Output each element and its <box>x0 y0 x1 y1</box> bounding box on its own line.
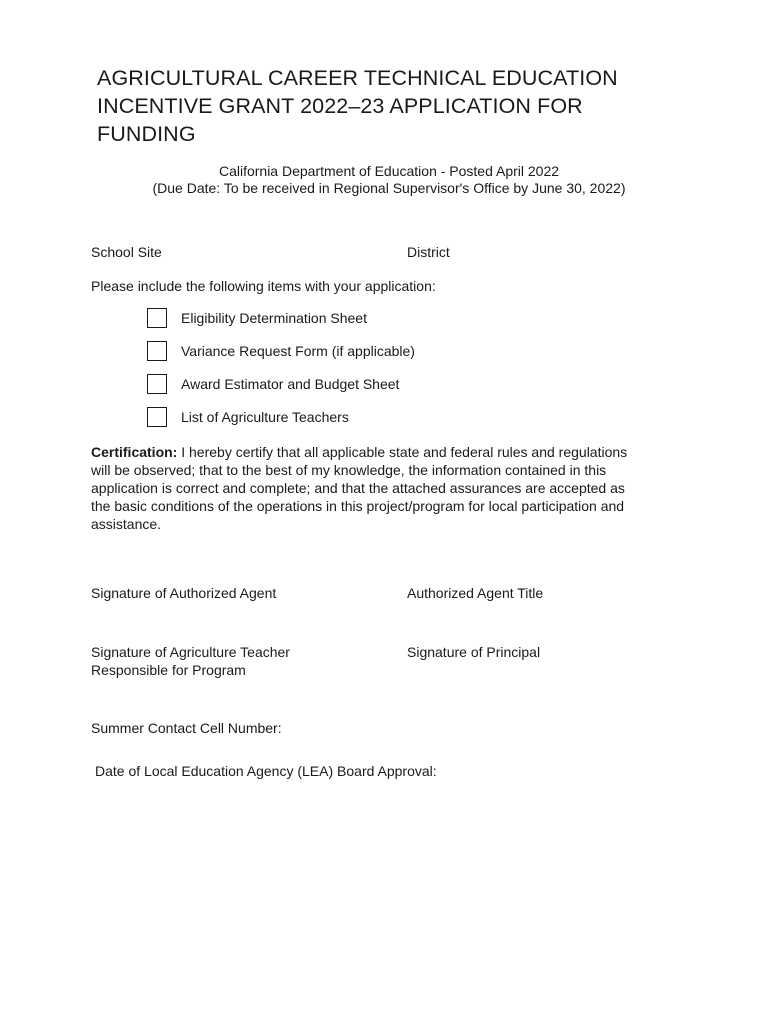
ag-teacher-signature-label-line-2: Responsible for Program <box>91 662 246 678</box>
award-estimator-checkbox[interactable] <box>147 374 167 394</box>
certification-text-line-2: will be observed; that to the best of my knowledge, the information contained in this <box>91 462 607 478</box>
title-line-3: FUNDING <box>97 122 196 146</box>
authorized-agent-title-field[interactable]: Authorized Agent Title <box>407 585 544 601</box>
ag-teacher-signature-label-line-1: Signature of Agriculture Teacher <box>91 644 290 660</box>
page-title <box>97 64 697 148</box>
summer-contact-cell-field[interactable]: Summer Contact Cell Number: <box>91 720 282 736</box>
certification-text-line-3: application is correct and complete; and that the attached assurances are accepted as <box>91 480 625 496</box>
items-intro-text: Please include the following items with your application: <box>91 278 436 294</box>
checklist-item-label: Eligibility Determination Sheet <box>181 310 367 326</box>
certification-heading: Certification: <box>91 444 178 460</box>
certification-text-line-5: assistance. <box>91 516 162 532</box>
eligibility-checkbox[interactable] <box>147 308 167 328</box>
certification-text-line-1: I hereby certify that all applicable state and federal rules and regulations <box>177 444 628 460</box>
checklist-item-label: Variance Request Form (if applicable) <box>181 343 415 359</box>
checklist-item-label: Award Estimator and Budget Sheet <box>181 376 400 392</box>
authorized-agent-signature-field[interactable]: Signature of Authorized Agent <box>91 585 277 601</box>
school-site-field-label[interactable]: School Site <box>91 244 162 260</box>
variance-checkbox[interactable] <box>147 341 167 361</box>
certification-text-line-4: the basic conditions of the operations in this project/program for local participation and <box>91 498 625 514</box>
certification-paragraph <box>91 443 681 533</box>
lea-board-approval-date-field[interactable]: Date of Local Education Agency (LEA) Board Approval: <box>95 763 437 779</box>
checklist-item-label: List of Agriculture Teachers <box>181 409 349 425</box>
teachers-list-checkbox[interactable] <box>147 407 167 427</box>
principal-signature-field[interactable]: Signature of Principal <box>407 644 541 660</box>
subtitle-due-date: (Due Date: To be received in Regional Supervisor's Office by June 30, 2022) <box>152 180 626 196</box>
ag-teacher-signature-field[interactable] <box>91 643 290 679</box>
title-line-2: INCENTIVE GRANT 2022–23 APPLICATION FOR <box>97 94 583 118</box>
title-line-1: AGRICULTURAL CAREER TECHNICAL EDUCATION <box>97 66 618 90</box>
subtitle-department: California Department of Education - Posted April 2022 <box>218 163 560 179</box>
district-field-label[interactable]: District <box>407 244 450 260</box>
